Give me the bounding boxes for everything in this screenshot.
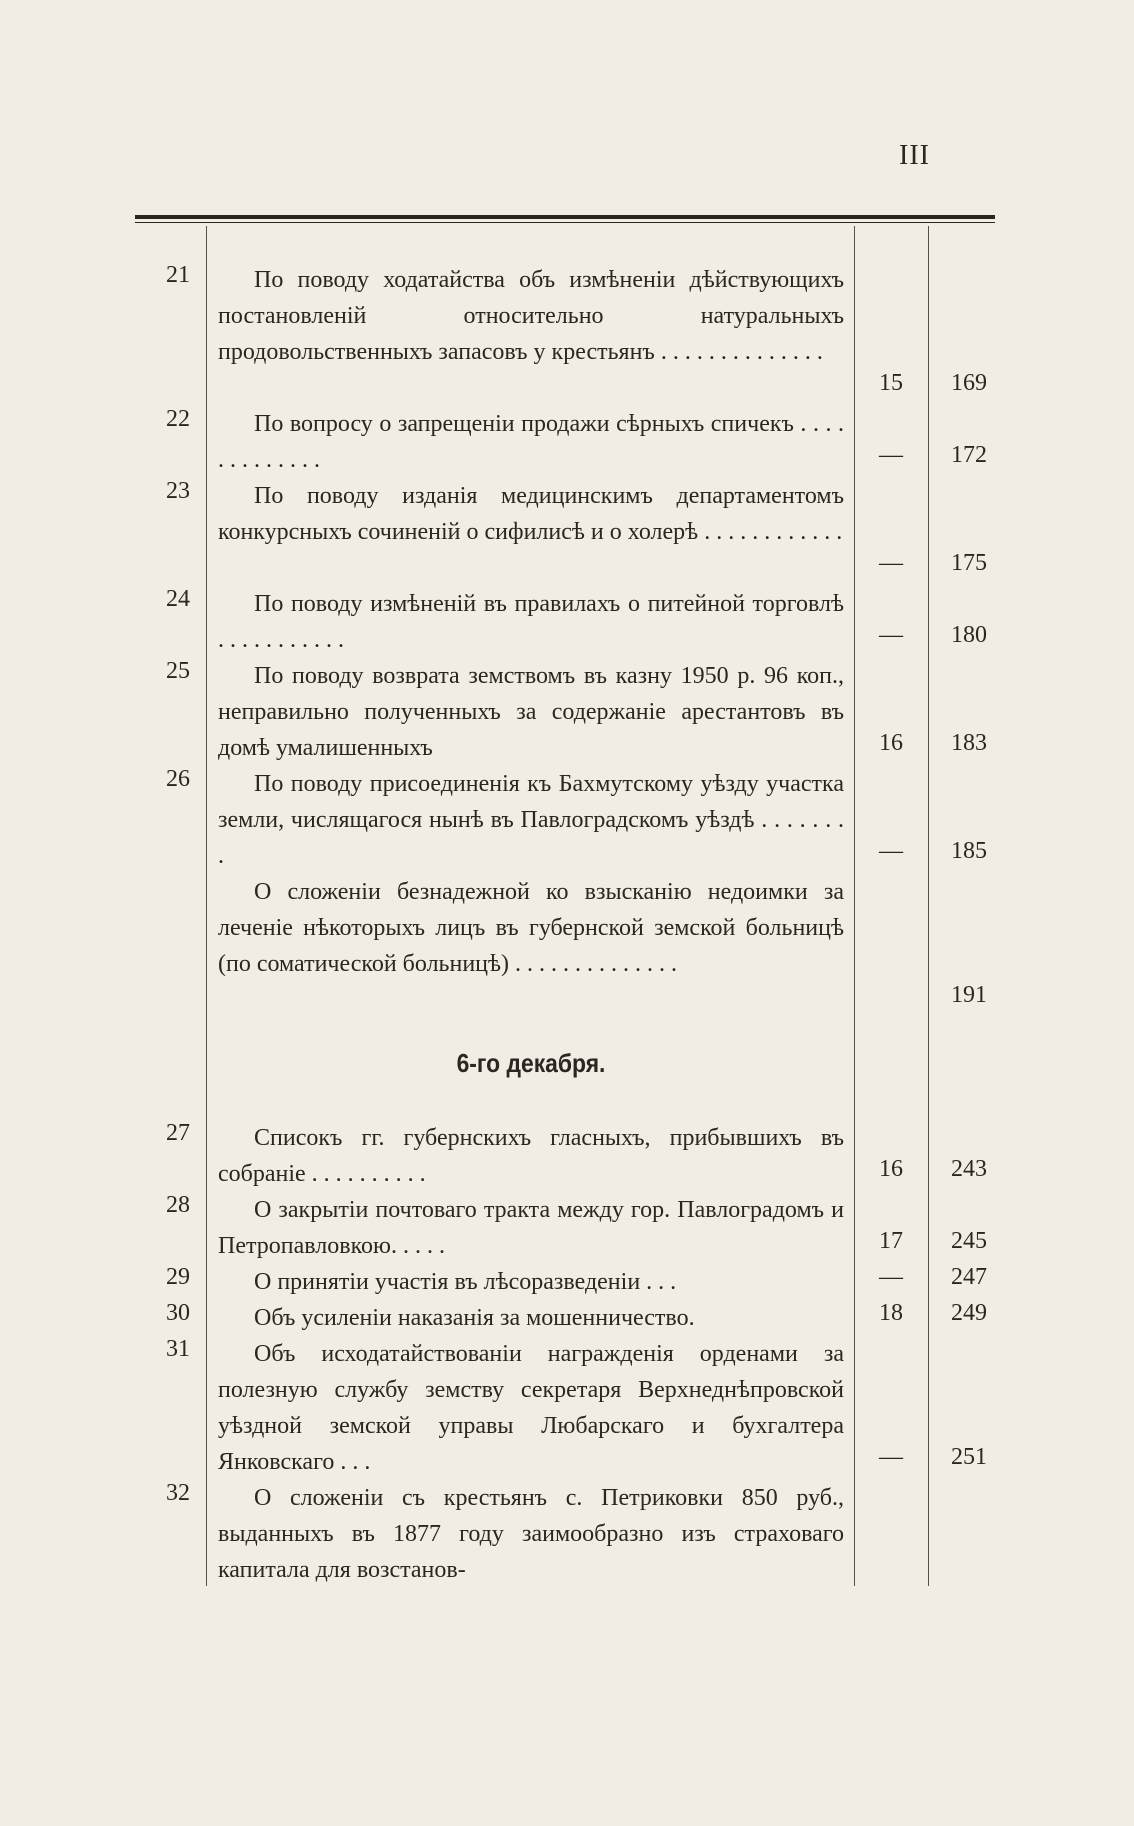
- column-divider-left: [206, 226, 207, 1586]
- column-divider-middle: [854, 226, 855, 1586]
- entry-number: 28: [166, 1192, 190, 1218]
- entry-column-2: 16: [879, 1156, 903, 1182]
- entry-column-2: 15: [879, 370, 903, 396]
- entry-number: 27: [166, 1120, 190, 1146]
- entry-number: 21: [166, 262, 190, 288]
- entry-text: По поводу присоединенія къ Бахмутскому уѣзду участка земли, числящагося нынѣ въ Павлоградскомъ уѣздѣ . . . . . . . .: [218, 771, 844, 869]
- entry-column-2: 17: [879, 1228, 903, 1254]
- entry-text: По вопросу о запрещеніи продажи сѣрныхъ спичекъ . . . . . . . . . . . . .: [218, 411, 844, 473]
- entry-column-2: —: [879, 1444, 903, 1470]
- entry-page: 191: [951, 982, 987, 1008]
- entry-text: О сложеніи безнадежной ко взысканію недоимки за леченіе нѣкоторыхъ лицъ въ губернской земской больницѣ (по соматической больницѣ) . . . . . . . . . . . . . .: [218, 879, 844, 977]
- entry-number: 24: [166, 586, 190, 612]
- entry-number: 32: [166, 1480, 190, 1506]
- entry-page: 249: [951, 1300, 987, 1326]
- entry-column-2: —: [879, 838, 903, 864]
- entry-page: 251: [951, 1444, 987, 1470]
- entry-number: 25: [166, 658, 190, 684]
- entry-number: 22: [166, 406, 190, 432]
- entry-number: 29: [166, 1264, 190, 1290]
- entry-text: О принятіи участія въ лѣсоразведеніи . . .: [254, 1269, 677, 1295]
- entry-number: 30: [166, 1300, 190, 1326]
- entry-text: По поводу измѣненій въ правилахъ о питейной торговлѣ . . . . . . . . . . .: [218, 591, 844, 653]
- entry-text: О сложеніи съ крестьянъ с. Петриковки 850 руб., выданныхъ въ 1877 году заимообразно изъ страховаго капитала для возстанов-: [218, 1485, 844, 1583]
- entry-text: По поводу возврата земствомъ въ казну 1950 р. 96 коп., неправильно полученныхъ за содержаніе арестантовъ въ домѣ умалишенныхъ: [218, 663, 844, 761]
- entry-column-2: —: [879, 442, 903, 468]
- header-rule-thin: [135, 222, 995, 223]
- entry-text: Объ усиленіи наказанія за мошенничество.: [254, 1305, 695, 1331]
- entry-page: 183: [951, 730, 987, 756]
- entry-page: 172: [951, 442, 987, 468]
- entry-column-2: 18: [879, 1300, 903, 1326]
- entry-column-2: —: [879, 550, 903, 576]
- entry-text: По поводу изданія медицинскимъ департаментомъ конкурсныхъ сочиненій о сифилисѣ и о холерѣ . . . . . . . . . . . .: [218, 483, 844, 545]
- entry-page: 185: [951, 838, 987, 864]
- entry-text: Списокъ гг. губернскихъ гласныхъ, прибывшихъ въ собраніе . . . . . . . . . .: [218, 1125, 844, 1187]
- entry-column-2: —: [879, 1264, 903, 1290]
- entry-number: 23: [166, 478, 190, 504]
- entry-text: По поводу ходатайства объ измѣненіи дѣйствующихъ постановленій относительно натуральныхъ продовольственныхъ запасовъ у крестьянъ . . . . . . . . . . . . . .: [218, 267, 844, 365]
- entry-column-2: —: [879, 622, 903, 648]
- entry-page: 175: [951, 550, 987, 576]
- entry-number: 31: [166, 1336, 190, 1362]
- entry-number: 26: [166, 766, 190, 792]
- entry-page: 245: [951, 1228, 987, 1254]
- entry-page: 180: [951, 622, 987, 648]
- entry-text: О закрытіи почтоваго тракта между гор. Павлоградомъ и Петропавловкою. . . . .: [218, 1197, 844, 1259]
- entry-text: Объ исходатайствованіи награжденія орденами за полезную службу земству секретаря Верхнеднѣпровской уѣздной земской управы Любарскаго и бухгалтера Янковскаго . . .: [218, 1341, 844, 1475]
- entry-column-2: 16: [879, 730, 903, 756]
- entry-page: 243: [951, 1156, 987, 1182]
- entry-page: 169: [951, 370, 987, 396]
- column-divider-right: [928, 226, 929, 1586]
- section-heading: 6-го декабря.: [456, 1048, 606, 1078]
- entry-page: 247: [951, 1264, 987, 1290]
- page-number: III: [899, 140, 930, 171]
- header-rule-thick: [135, 215, 995, 219]
